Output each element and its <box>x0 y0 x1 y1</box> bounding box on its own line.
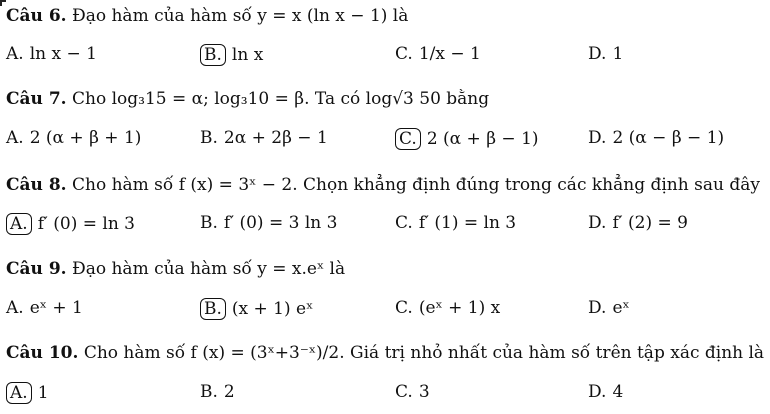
correct-answer-box: A. <box>6 382 32 404</box>
correct-answer-box: C. <box>395 128 421 150</box>
option-d[interactable]: D. 4 <box>588 382 624 402</box>
options-row-7 <box>0 128 770 156</box>
option-a[interactable]: A. 2 (α + β + 1) <box>6 128 142 148</box>
option-b[interactable]: B. (x + 1) eˣ <box>200 298 313 320</box>
option-a[interactable]: A. f′ (0) = ln 3 <box>6 213 135 235</box>
option-c[interactable]: C. (eˣ + 1) x <box>395 298 501 318</box>
option-b[interactable]: B. ln x <box>200 44 263 66</box>
option-a[interactable]: A. 1 <box>6 382 49 404</box>
question-text: Cho hàm số f (x) = (3ˣ+3⁻ˣ)/2. Giá trị nhỏ nhất của hàm số trên tập xác định là <box>83 343 765 363</box>
question-8 <box>6 175 760 195</box>
option-d[interactable]: D. 2 (α − β − 1) <box>588 128 725 148</box>
option-d[interactable]: D. eˣ <box>588 298 630 318</box>
question-text: Đạo hàm của hàm số y = x.eˣ là <box>71 259 346 279</box>
option-a[interactable]: A. eˣ + 1 <box>6 298 83 318</box>
option-d[interactable]: D. f′ (2) = 9 <box>588 213 688 233</box>
question-number: Câu 10. <box>6 343 79 363</box>
question-number: Câu 7. <box>6 89 67 109</box>
question-number: Câu 6. <box>6 6 67 26</box>
options-row-8 <box>0 213 770 241</box>
question-number: Câu 8. <box>6 175 67 195</box>
option-b[interactable]: B. 2 <box>200 382 235 402</box>
question-6 <box>6 6 408 26</box>
option-a[interactable]: A. ln x − 1 <box>6 44 97 64</box>
question-7 <box>6 89 489 109</box>
option-c[interactable]: C. 3 <box>395 382 430 402</box>
question-text: Cho hàm số f (x) = 3ˣ − 2. Chọn khẳng định đúng trong các khẳng định sau đây <box>71 175 760 195</box>
question-text: Đạo hàm của hàm số y = x (ln x − 1) là <box>71 6 409 26</box>
options-row-9 <box>0 298 770 326</box>
correct-answer-box: B. <box>200 44 226 66</box>
option-d[interactable]: D. 1 <box>588 44 624 64</box>
correct-answer-box: B. <box>200 298 226 320</box>
question-10 <box>6 343 764 363</box>
option-c[interactable]: C. 1/x − 1 <box>395 44 481 64</box>
options-row-10 <box>0 382 770 410</box>
question-9 <box>6 259 345 279</box>
option-c[interactable]: C. 2 (α + β − 1) <box>395 128 539 150</box>
option-b[interactable]: B. f′ (0) = 3 ln 3 <box>200 213 338 233</box>
options-row-6 <box>0 44 770 72</box>
question-number: Câu 9. <box>6 259 67 279</box>
question-text: Cho log₃15 = α; log₃10 = β. Ta có log√3 50 bằng <box>71 89 490 109</box>
correct-answer-box: A. <box>6 213 32 235</box>
option-c[interactable]: C. f′ (1) = ln 3 <box>395 213 517 233</box>
option-b[interactable]: B. 2α + 2β − 1 <box>200 128 328 148</box>
